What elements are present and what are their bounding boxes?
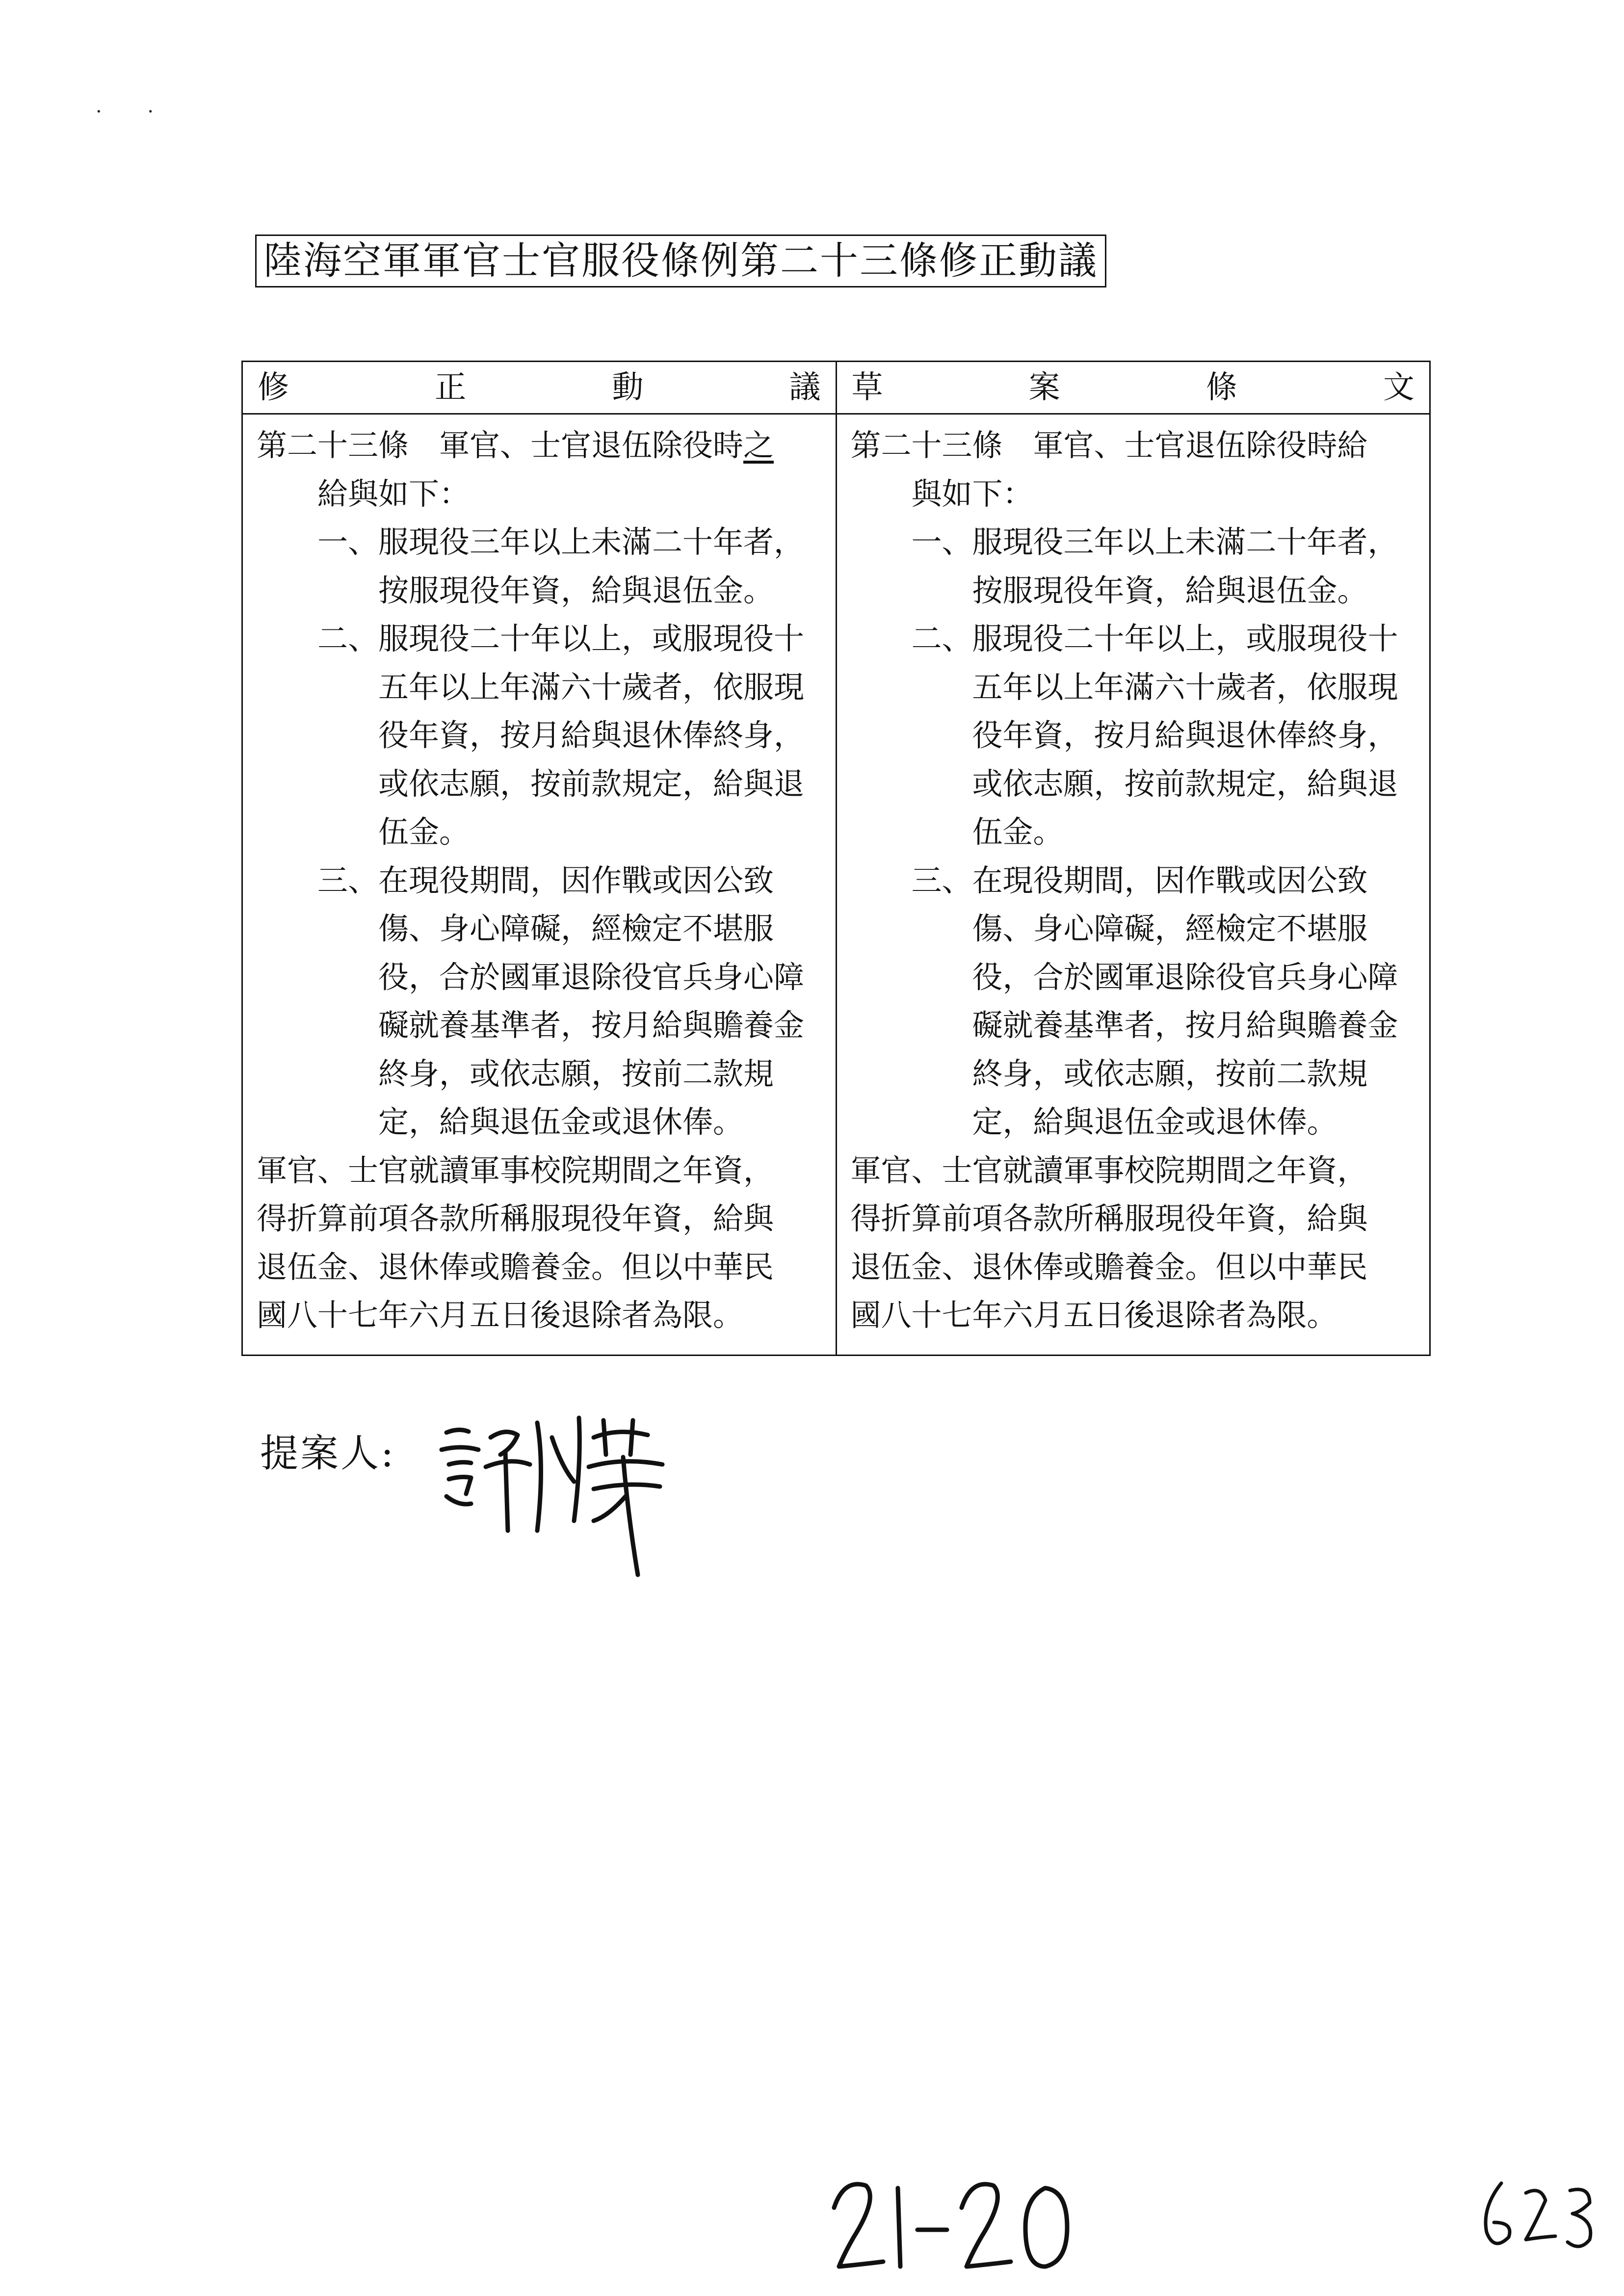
text-line: 軍官、士官就讀軍事校院期間之年資， xyxy=(850,1152,1368,1188)
text-line: 退伍金、退休俸或贍養金。但以中華民 xyxy=(850,1249,1368,1285)
handwritten-page-number xyxy=(824,2168,1079,2286)
article-heading-line: 第二十三條 軍官、士官退伍除役時給 xyxy=(850,427,1368,463)
text-line: 礙就養基準者，按月給與贍養金 xyxy=(378,1007,805,1043)
text-line: 五年以上年滿六十歲者，依服現 xyxy=(378,669,805,705)
draft-text-cell xyxy=(836,414,1430,1356)
text-line: 或依志願，按前款規定，給與退 xyxy=(972,765,1398,802)
text-line: 一、服現役三年以上未滿二十年者， xyxy=(911,524,1398,560)
table-header-row xyxy=(242,362,1430,414)
document-title: 陸海空軍軍官士官服役條例第二十三條修正動議 xyxy=(255,235,1106,287)
text-line: 役年資，按月給與退休俸終身， xyxy=(378,717,805,753)
text-line: 或依志願，按前款規定，給與退 xyxy=(378,765,805,802)
text-line: 三、在現役期間，因作戰或因公致 xyxy=(317,862,774,898)
text-line: 終身，或依志願，按前二款規 xyxy=(378,1055,774,1092)
handwritten-signature xyxy=(432,1408,707,1585)
text-line: 退伍金、退休俸或贍養金。但以中華民 xyxy=(257,1249,774,1285)
left-column-header: 修正動議 xyxy=(242,362,837,414)
proposer-label: 提案人: xyxy=(260,1432,396,1476)
text-line: 役，合於國軍退除役官兵身心障 xyxy=(378,959,805,995)
text-line: 傷、身心障礙，經檢定不堪服 xyxy=(972,911,1368,946)
text-line: 國八十七年六月五日後退除者為限。 xyxy=(850,1297,1337,1333)
text-line: 伍金。 xyxy=(972,814,1064,850)
handwritten-corner-mark xyxy=(1472,2173,1609,2262)
text-line: 一、服現役三年以上未滿二十年者， xyxy=(317,524,805,560)
text-line: 按服現役年資，給與退伍金。 xyxy=(378,572,774,608)
text-line: 得折算前項各款所稱服現役年資，給與 xyxy=(257,1200,774,1236)
amendment-text-cell xyxy=(242,414,837,1356)
text-line: 定，給與退伍金或退休俸。 xyxy=(972,1104,1337,1140)
text-line: 得折算前項各款所稱服現役年資，給與 xyxy=(850,1200,1368,1236)
text-line: 給與如下： xyxy=(317,475,470,512)
scan-specks: · · xyxy=(96,101,174,123)
underlined-amendment: 之 xyxy=(743,427,774,463)
text-line: 五年以上年滿六十歲者，依服現 xyxy=(972,669,1398,705)
text-line: 三、在現役期間，因作戰或因公致 xyxy=(911,862,1368,898)
text-line: 終身，或依志願，按前二款規 xyxy=(972,1055,1368,1092)
text-line: 二、服現役二十年以上，或服現役十 xyxy=(317,621,805,656)
table-body-row xyxy=(242,414,1430,1356)
text-line: 國八十七年六月五日後退除者為限。 xyxy=(257,1297,744,1333)
text-line: 伍金。 xyxy=(378,814,470,850)
article-heading-line: 第二十三條 軍官、士官退伍除役時之 xyxy=(257,427,774,463)
comparison-table xyxy=(241,361,1431,1356)
right-column-header: 草案條文 xyxy=(836,362,1430,414)
text-line: 與如下： xyxy=(911,475,1033,512)
text-line: 役，合於國軍退除役官兵身心障 xyxy=(972,959,1398,995)
text-line: 軍官、士官就讀軍事校院期間之年資， xyxy=(257,1152,774,1188)
text-line: 礙就養基準者，按月給與贍養金 xyxy=(972,1007,1398,1043)
text-line: 役年資，按月給與退休俸終身， xyxy=(972,717,1398,753)
text-line: 定，給與退伍金或退休俸。 xyxy=(378,1104,744,1140)
text-line: 按服現役年資，給與退伍金。 xyxy=(972,572,1368,608)
text-line: 傷、身心障礙，經檢定不堪服 xyxy=(378,911,774,946)
text-line: 二、服現役二十年以上，或服現役十 xyxy=(911,621,1398,656)
